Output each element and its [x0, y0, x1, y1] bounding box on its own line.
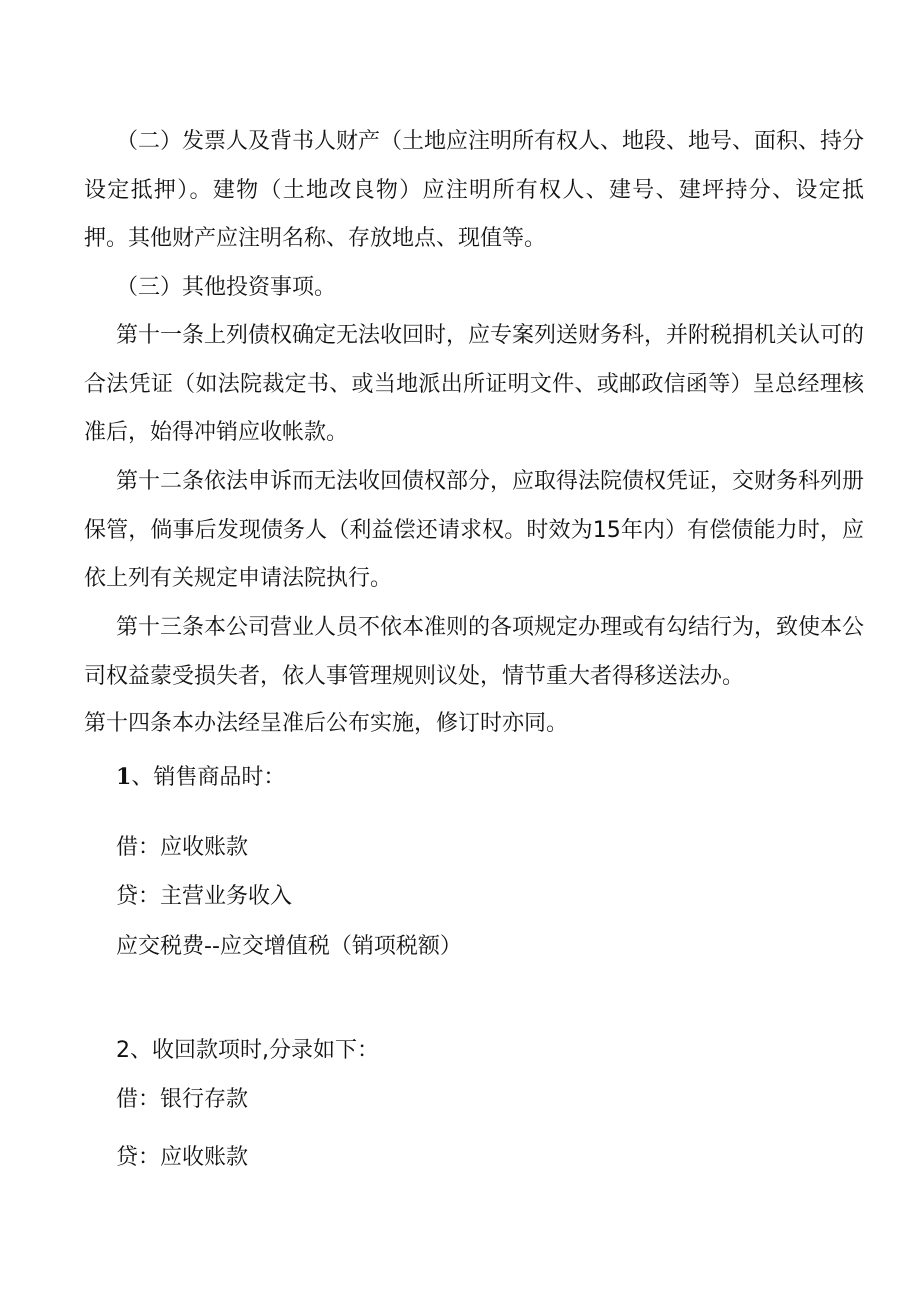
- paragraph-other-investments: （三）其他投资事项。: [116, 275, 337, 300]
- entry-heading-sale: [116, 762, 285, 793]
- paragraph-property-info: （二）发票人及背书人财产（土地应注明所有权人、地段、地号、面积、持分设定抵押）。建物（土地改良物）应注明所有权人、建号、建坪持分、设定抵押。其他财产应注明名称、存放地点、现值等。: [84, 129, 865, 251]
- journal-line-tax: 应交税费--应交增值税（销项税额）: [116, 934, 462, 959]
- paragraph-article-13: 第十三条本公司营业人员不依本准则的各项规定办理或有勾结行为，致使本公司权益蒙受损失者，依人事管理规则议处，情节重大者得移送法办。: [84, 615, 865, 689]
- journal-line-debit: 借：应收账款: [116, 835, 249, 860]
- journal-line-credit: 贷：应收账款: [116, 1145, 249, 1170]
- entry-heading-collect: 2、收回款项时,分录如下：: [116, 1038, 379, 1063]
- paragraph-article-14: 第十四条本办法经呈准后公布实施，修订时亦同。: [84, 711, 569, 736]
- paragraph-article-11: 第十一条上列债权确定无法收回时，应专案列送财务科，并附税捐机关认可的合法凭证（如法院裁定书、或当地派出所证明文件、或邮政信函等）呈总经理核准后，始得冲销应收帐款。: [84, 323, 865, 445]
- paragraph-article-12: 第十二条依法申诉而无法收回债权部分，应取得法院债权凭证，交财务科列册保管，倘事后发现债务人（利益偿还请求权。时效为15年内）有偿债能力时，应依上列有关规定申请法院执行。: [84, 469, 865, 591]
- journal-line-debit: 借：银行存款: [116, 1087, 249, 1112]
- journal-line-credit: 贷：主营业务收入: [116, 884, 293, 909]
- entry-number: 1: [116, 764, 132, 790]
- entry-heading-text: 、销售商品时：: [131, 765, 286, 790]
